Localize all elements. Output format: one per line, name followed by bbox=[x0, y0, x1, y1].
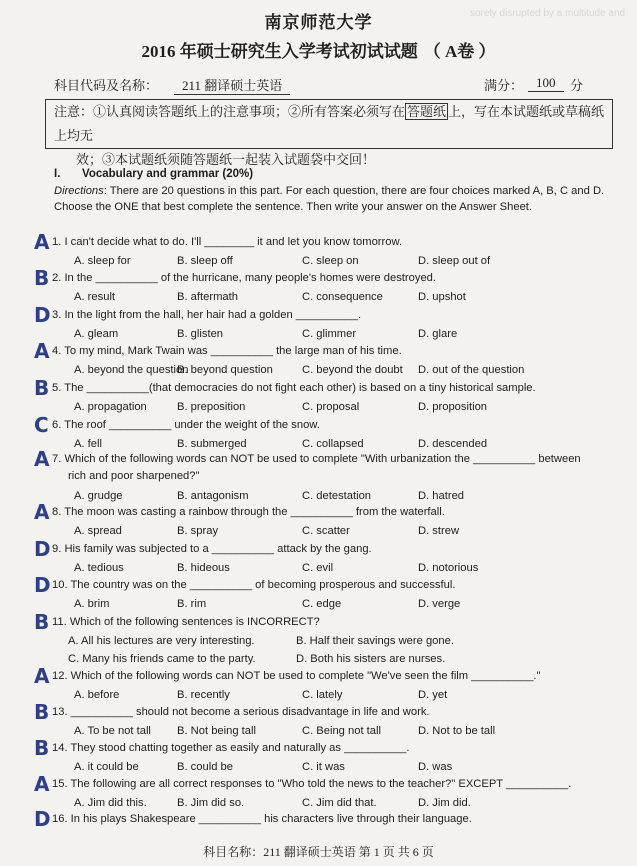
option-a: A. spread bbox=[74, 525, 122, 537]
university-name: 南京师范大学 bbox=[264, 13, 373, 32]
handwritten-answer-mark: A bbox=[34, 230, 50, 254]
option-b: B. antagonism bbox=[177, 490, 249, 502]
option-c: C. detestation bbox=[302, 490, 372, 502]
option-b: B. recently bbox=[177, 689, 230, 701]
option-c: C. sleep on bbox=[302, 255, 359, 267]
handwritten-answer-mark: A bbox=[34, 339, 50, 363]
option-a: A. before bbox=[74, 689, 120, 701]
option-c: C. glimmer bbox=[302, 328, 357, 340]
option-d: D. Both his sisters are nurses. bbox=[296, 653, 446, 665]
handwritten-answer-mark: B bbox=[34, 610, 50, 634]
option-d: D. upshot bbox=[418, 291, 466, 303]
option-b: B. Jim did so. bbox=[177, 797, 245, 809]
option-c: C. evil bbox=[302, 562, 334, 574]
question-stem: 15. The following are all correct responses to "Who told the news to the teacher?" EXCEPT __________. bbox=[52, 778, 572, 790]
option-c: C. consequence bbox=[302, 291, 383, 303]
option-a: A. tedious bbox=[74, 562, 124, 574]
directions-text-1: : There are 20 questions in this part. For each question, there are four choices marked A, B, C and D. bbox=[103, 185, 605, 197]
handwritten-answer-mark: B bbox=[34, 266, 50, 290]
score-label: 满分： bbox=[484, 78, 524, 93]
option-b: B. beyond question bbox=[177, 364, 273, 376]
handwritten-answer-mark: B bbox=[34, 736, 50, 760]
score-value: 100 bbox=[528, 75, 564, 92]
handwritten-answer-mark: D bbox=[34, 807, 51, 831]
option-b: B. preposition bbox=[177, 401, 246, 413]
page-footer: 科目名称：211 翻译硕士英语 第 1 页 共 6 页 bbox=[203, 845, 434, 859]
question-stem: 3. In the light from the hall, her hair had a golden __________. bbox=[52, 309, 362, 321]
option-c: C. Many his friends came to the party. bbox=[68, 653, 256, 665]
handwritten-answer-mark: A bbox=[34, 772, 50, 796]
option-b: B. Not being tall bbox=[177, 725, 256, 737]
subject-code-label: 科目代码及名称： bbox=[54, 78, 159, 93]
question-stem: 4. To my mind, Mark Twain was __________ the large man of his time. bbox=[52, 345, 402, 357]
question-stem: 7. Which of the following words can NOT be used to complete "With urbanization the __________ between bbox=[52, 453, 581, 465]
bleed-through-text: sorely disrupted by a multitude and bbox=[470, 8, 626, 19]
question-stem: 13. __________ should not become a serious disadvantage in life and work. bbox=[52, 706, 430, 718]
notice-line-1 bbox=[54, 100, 612, 148]
question-stem: 5. The __________(that democracies do not fight each other) is based on a tiny historical sample. bbox=[52, 382, 536, 394]
handwritten-answer-mark: D bbox=[34, 573, 51, 597]
option-a: A. Jim did this. bbox=[74, 797, 147, 809]
question-stem: 6. The roof __________ under the weight of the snow. bbox=[52, 419, 320, 431]
question-stem: 14. They stood chatting together as easily and naturally as __________. bbox=[52, 742, 410, 754]
notice-box bbox=[45, 99, 613, 167]
handwritten-answer-mark: D bbox=[34, 303, 51, 327]
handwritten-answer-mark: D bbox=[34, 537, 51, 561]
option-d: D. yet bbox=[418, 689, 448, 701]
option-d: D. proposition bbox=[418, 401, 488, 413]
question-stem: 12. Which of the following words can NOT be used to complete "We've seen the film __________." bbox=[52, 670, 541, 682]
handwritten-answer-mark: C bbox=[34, 413, 49, 437]
directions-text-2: Choose the ONE that best complete the sentence. Then write your answer on the Answer Sheet. bbox=[54, 201, 533, 213]
option-d: D. Jim did. bbox=[418, 797, 471, 809]
option-b: B. submerged bbox=[177, 438, 247, 450]
option-a: A. To be not tall bbox=[74, 725, 151, 737]
paper-version: （ A卷 ） bbox=[423, 42, 496, 61]
question-stem-continued: rich and poor sharpened?" bbox=[68, 470, 200, 482]
option-c: C. it was bbox=[302, 761, 345, 773]
option-a: A. fell bbox=[74, 438, 102, 450]
question-stem: 9. His family was subjected to a __________ attack by the gang. bbox=[52, 543, 372, 555]
option-c: C. scatter bbox=[302, 525, 350, 537]
option-a: A. All his lectures are very interesting. bbox=[68, 635, 255, 647]
handwritten-answer-mark: B bbox=[34, 376, 50, 400]
option-a: A. result bbox=[74, 291, 116, 303]
option-d: D. verge bbox=[418, 598, 461, 610]
directions-label: Directions bbox=[54, 185, 104, 197]
handwritten-answer-mark: A bbox=[34, 664, 50, 688]
score-unit: 分 bbox=[570, 78, 584, 93]
option-a: A. brim bbox=[74, 598, 110, 610]
option-c: C. edge bbox=[302, 598, 342, 610]
option-c: C. Jim did that. bbox=[302, 797, 377, 809]
option-b: B. hideous bbox=[177, 562, 230, 574]
option-a: A. gleam bbox=[74, 328, 119, 340]
section-number: I. bbox=[54, 168, 61, 180]
option-d: D. descended bbox=[418, 438, 488, 450]
handwritten-answer-mark: A bbox=[34, 500, 50, 524]
option-d: D. sleep out of bbox=[418, 255, 491, 267]
section-title: Vocabulary and grammar (20%) bbox=[82, 168, 254, 180]
option-c: C. proposal bbox=[302, 401, 360, 413]
notice-text-b: 上，写在本试题纸或草稿纸上均无 bbox=[54, 104, 605, 143]
option-d: D. hatred bbox=[418, 490, 465, 502]
option-a: A. it could be bbox=[74, 761, 139, 773]
option-c: C. Being not tall bbox=[302, 725, 381, 737]
notice-answer-sheet: 答题纸 bbox=[407, 104, 447, 119]
exam-title-text: 2016 年硕士研究生入学考试初试试题 bbox=[141, 42, 418, 61]
directions bbox=[54, 183, 614, 215]
option-c: C. lately bbox=[302, 689, 343, 701]
option-c: C. collapsed bbox=[302, 438, 364, 450]
option-d: D. strew bbox=[418, 525, 460, 537]
question-stem: 2. In the __________ of the hurricane, many people's homes were destroyed. bbox=[52, 272, 437, 284]
option-b: B. aftermath bbox=[177, 291, 238, 303]
option-b: B. glisten bbox=[177, 328, 224, 340]
option-b: B. could be bbox=[177, 761, 233, 773]
handwritten-answer-mark: A bbox=[34, 447, 50, 471]
option-a: A. beyond the question bbox=[74, 364, 189, 376]
question-stem: 11. Which of the following sentences is INCORRECT? bbox=[52, 616, 320, 628]
option-d: D. out of the question bbox=[418, 364, 525, 376]
option-b: B. rim bbox=[177, 598, 207, 610]
option-b: B. spray bbox=[177, 525, 219, 537]
notice-text-a: 注意：①认真阅读答题纸上的注意事项；②所有答案必须写在 bbox=[54, 104, 406, 119]
question-stem: 10. The country was on the __________ of becoming prosperous and successful. bbox=[52, 579, 456, 591]
handwritten-answer-mark: B bbox=[34, 700, 50, 724]
option-b: B. Half their savings were gone. bbox=[296, 635, 454, 647]
option-a: A. propagation bbox=[74, 401, 147, 413]
option-a: A. sleep for bbox=[74, 255, 131, 267]
question-stem: 1. I can't decide what to do. I'll ________ it and let you know tomorrow. bbox=[52, 236, 403, 248]
subject-code-value: 211 翻译硕士英语 bbox=[174, 75, 290, 95]
question-stem: 16. In his plays Shakespeare __________ his characters live through their language. bbox=[52, 813, 472, 825]
option-d: D. was bbox=[418, 761, 453, 773]
option-b: B. sleep off bbox=[177, 255, 233, 267]
exam-title bbox=[0, 37, 637, 62]
option-a: A. grudge bbox=[74, 490, 123, 502]
question-stem: 8. The moon was casting a rainbow through the __________ from the waterfall. bbox=[52, 506, 445, 518]
option-d: D. Not to be tall bbox=[418, 725, 496, 737]
option-d: D. glare bbox=[418, 328, 458, 340]
notice-line-2: 效；③本试题纸须随答题纸一起装入试题袋中交回！ bbox=[76, 152, 376, 167]
option-d: D. notorious bbox=[418, 562, 479, 574]
option-c: C. beyond the doubt bbox=[302, 364, 403, 376]
